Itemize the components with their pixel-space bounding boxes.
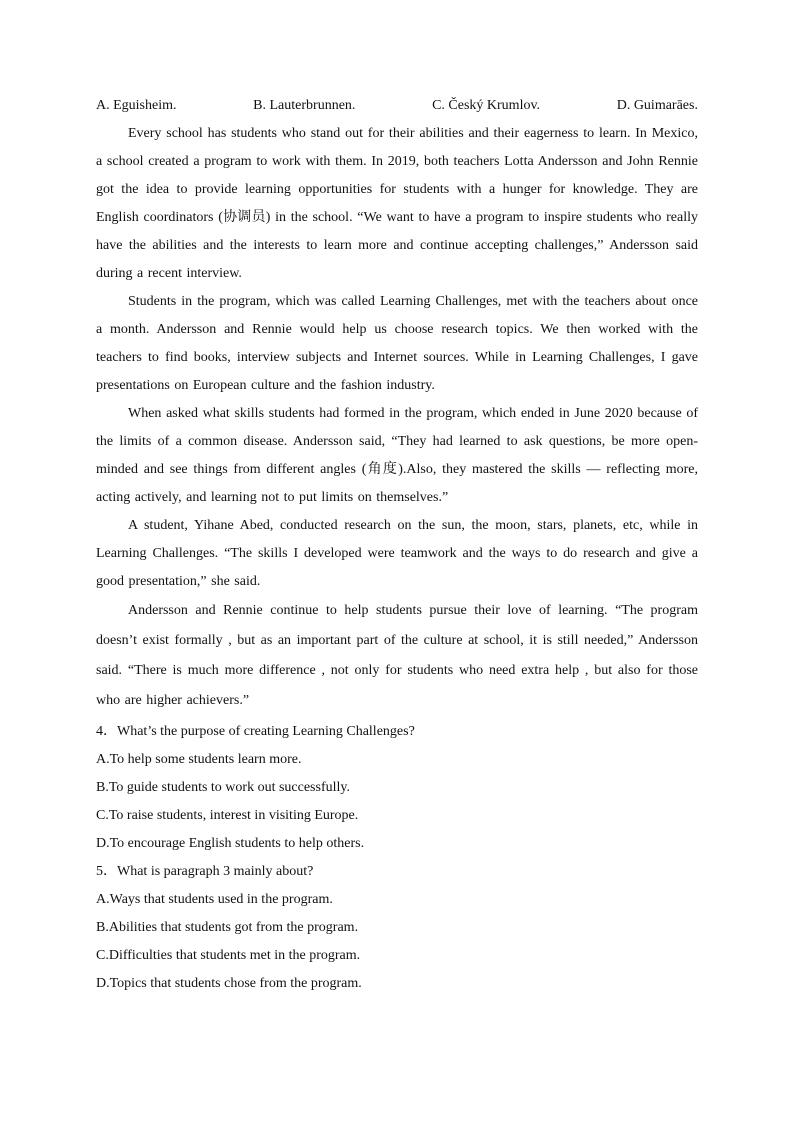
document-page [96, 92, 698, 998]
question-4-choice-c: C.To raise students, interest in visiting Europe. [96, 808, 359, 823]
paragraph-3: When asked what skills students had formed in the program, which ended in June 2020 because of the limits of a common disease. Andersson said, “They had learned to ask questions, be more open-minded and see things from different angles (角度).Also, they mastered the skills — reflecting more, acting actively, and learning not to put limits on themselves.” [96, 406, 698, 505]
paragraph-2: Students in the program, which was called Learning Challenges, met with the teachers about once a month. Andersson and Rennie would help us choose research topics. We then worked with the teachers to find books, interview subjects and Internet sources. While in Learning Challenges, I gave presentations on European culture and the fashion industry. [96, 294, 698, 393]
question-5-choice-b: B.Abilities that students got from the program. [96, 920, 359, 935]
question-5-choice-d: D.Topics that students chose from the program. [96, 976, 362, 991]
paragraph-4: A student, Yihane Abed, conducted research on the sun, the moon, stars, planets, etc, while in Learning Challenges. “The skills I developed were teamwork and the ways to do research and give a good presentation,” she said. [96, 518, 698, 589]
option-d: D. Guimarāes. [616, 98, 698, 113]
previous-question-options [96, 92, 698, 119]
option-b: B. Lauterbrunnen. [253, 98, 356, 113]
question-4-choice-d: D.To encourage English students to help others. [96, 836, 365, 851]
question-5-stem: 5．What is paragraph 3 mainly about? [96, 864, 314, 879]
question-5-choice-c: C.Difficulties that students met in the program. [96, 948, 361, 963]
question-4-choice-b: B.To guide students to work out successfully. [96, 780, 350, 795]
question-4-choice-a: A.To help some students learn more. [96, 752, 302, 767]
question-4-stem: 4．What’s the purpose of creating Learning Challenges? [96, 724, 415, 739]
option-c: C. Český Krumlov. [432, 98, 541, 113]
question-5-choice-a: A.Ways that students used in the program. [96, 892, 333, 907]
paragraph-1: Every school has students who stand out for their abilities and their eagerness to learn. In Mexico, a school created a program to work with them. In 2019, both teachers Lotta Andersson and John Rennie got the idea to provide learning opportunities for students with a hunger for knowledge. They are English coordinators (协调员) in the school. “We want to have a program to inspire students who really have the abilities and the interests to learn more and continue accepting challenges,” Andersson said during a recent interview. [96, 126, 698, 281]
option-a: A. Eguisheim. [96, 98, 177, 113]
paragraph-5: Andersson and Rennie continue to help students pursue their love of learning. “The program doesn’t exist formally , but as an important part of the culture at school, it is still needed,” Andersson said. “There is much more difference , not only for students who need extra help , but also for those who are higher achievers.” [96, 603, 698, 708]
